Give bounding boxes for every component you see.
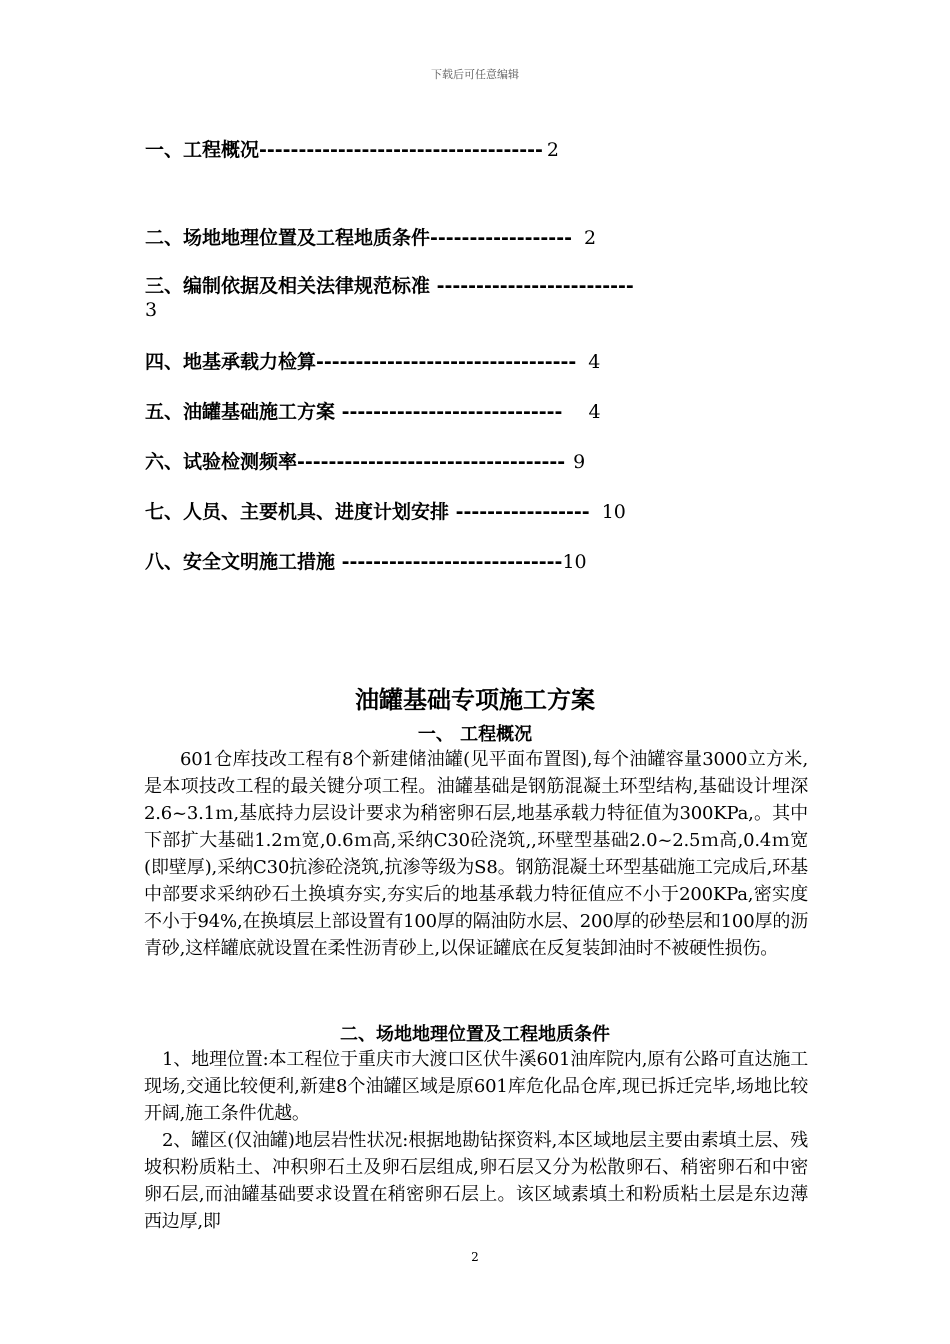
toc-leader: ------------------	[430, 227, 572, 249]
toc-entry[interactable]	[145, 500, 825, 524]
paragraph: 1、地理位置:本工程位于重庆市大渡口区伏牛溪601油库院内,原有公路可直达施工现场,交通比较便利,新建8个油罐区域是原601库危化品仓库,现已拆迁完毕,场地比较开阔,施工条件优越。	[144, 1049, 808, 1124]
paragraph: 2、罐区(仅油罐)地层岩性状况:根据地勘钻探资料,本区域地层主要由素填土层、残坡积粉质粘土、冲积卵石土及卵石层组成,卵石层又分为松散卵石、稍密卵石和中密卵石层,而油罐基础要求设置在稍密卵石层上。该区域素填土和粉质粘土层是东边薄西边厚,即	[144, 1130, 808, 1232]
toc-entry-label: 三、编制依据及相关法律规范标准	[145, 275, 437, 297]
toc-leader: -------------------------	[436, 275, 634, 297]
toc-entry-label: 四、地基承载力检算	[145, 351, 317, 373]
toc-entry[interactable]	[145, 226, 825, 250]
toc-entry[interactable]	[145, 350, 825, 374]
toc-entry-page: 2	[546, 139, 559, 161]
toc-leader: ----------------------------	[341, 401, 563, 423]
paragraph: 601仓库技改工程有8个新建储油罐(见平面布置图),每个油罐容量3000立方米,是本项技改工程的最关键分项工程。油罐基础是钢筋混凝土环型结构,基础设计埋深2.6~3.1ｍ,基底持力层设计要求为稍密卵石层,地基承载力特征值为300KPa,。其中下部扩大基础1.2ｍ宽,0.6ｍ高,采纳C30砼浇筑,,环壁型基础2.0~2.5ｍ高,0.4ｍ宽(即壁厚),采纳C30抗渗砼浇筑,抗渗等级为S8。钢筋混凝土环型基础施工完成后,环基中部要求采纳砂石土换填夯实,夯实后的地基承载力特征值应不小于200KPa,密实度不小于94%,在换填层上部设置有100厚的隔油防水层、200厚的砂垫层和100厚的沥青砂,这样罐底就设置在柔性沥青砂上,以保证罐底在反复装卸油时不被硬性损伤。	[144, 749, 808, 959]
toc-entry-page: 2	[583, 227, 597, 249]
toc-leader: ----------------------------------	[297, 451, 566, 473]
toc-entry-page: 3	[145, 299, 158, 321]
toc-entry[interactable]	[145, 550, 825, 574]
toc-entry-page: 4	[588, 351, 601, 373]
toc-entry[interactable]	[145, 138, 825, 162]
toc-entry-label: 六、试验检测频率	[145, 451, 298, 473]
toc-entry[interactable]	[145, 274, 825, 322]
document-title: 油罐基础专项施工方案	[355, 686, 595, 714]
toc-entry-label: 八、安全文明施工措施	[145, 551, 342, 573]
toc-entry-label: 七、人员、主要机具、进度计划安排	[145, 501, 456, 523]
toc-entry-page: 4	[588, 401, 601, 423]
toc-entry-label: 二、场地地理位置及工程地质条件	[145, 227, 431, 249]
toc-entry[interactable]	[145, 450, 825, 474]
section-heading: 二、场地地理位置及工程地质条件	[340, 1024, 610, 1045]
toc-entry[interactable]	[145, 400, 825, 424]
header-note: 下载后可任意编辑	[431, 68, 519, 81]
toc-entry-page: 10	[601, 501, 626, 523]
toc-leader: ----------------------------	[341, 551, 563, 573]
toc-entry-page: 9	[573, 451, 586, 473]
toc-entry-label: 一、工程概况	[145, 139, 260, 161]
page-number: 2	[471, 1250, 479, 1264]
toc-leader: ---------------------------------	[316, 351, 577, 373]
toc-entry-page: 10	[562, 551, 587, 573]
toc-leader: ------------------------------------	[259, 139, 543, 161]
toc-entry-label: 五、油罐基础施工方案	[145, 401, 342, 423]
toc-leader: -----------------	[455, 501, 590, 523]
section-heading: 一、 工程概况	[417, 724, 533, 745]
